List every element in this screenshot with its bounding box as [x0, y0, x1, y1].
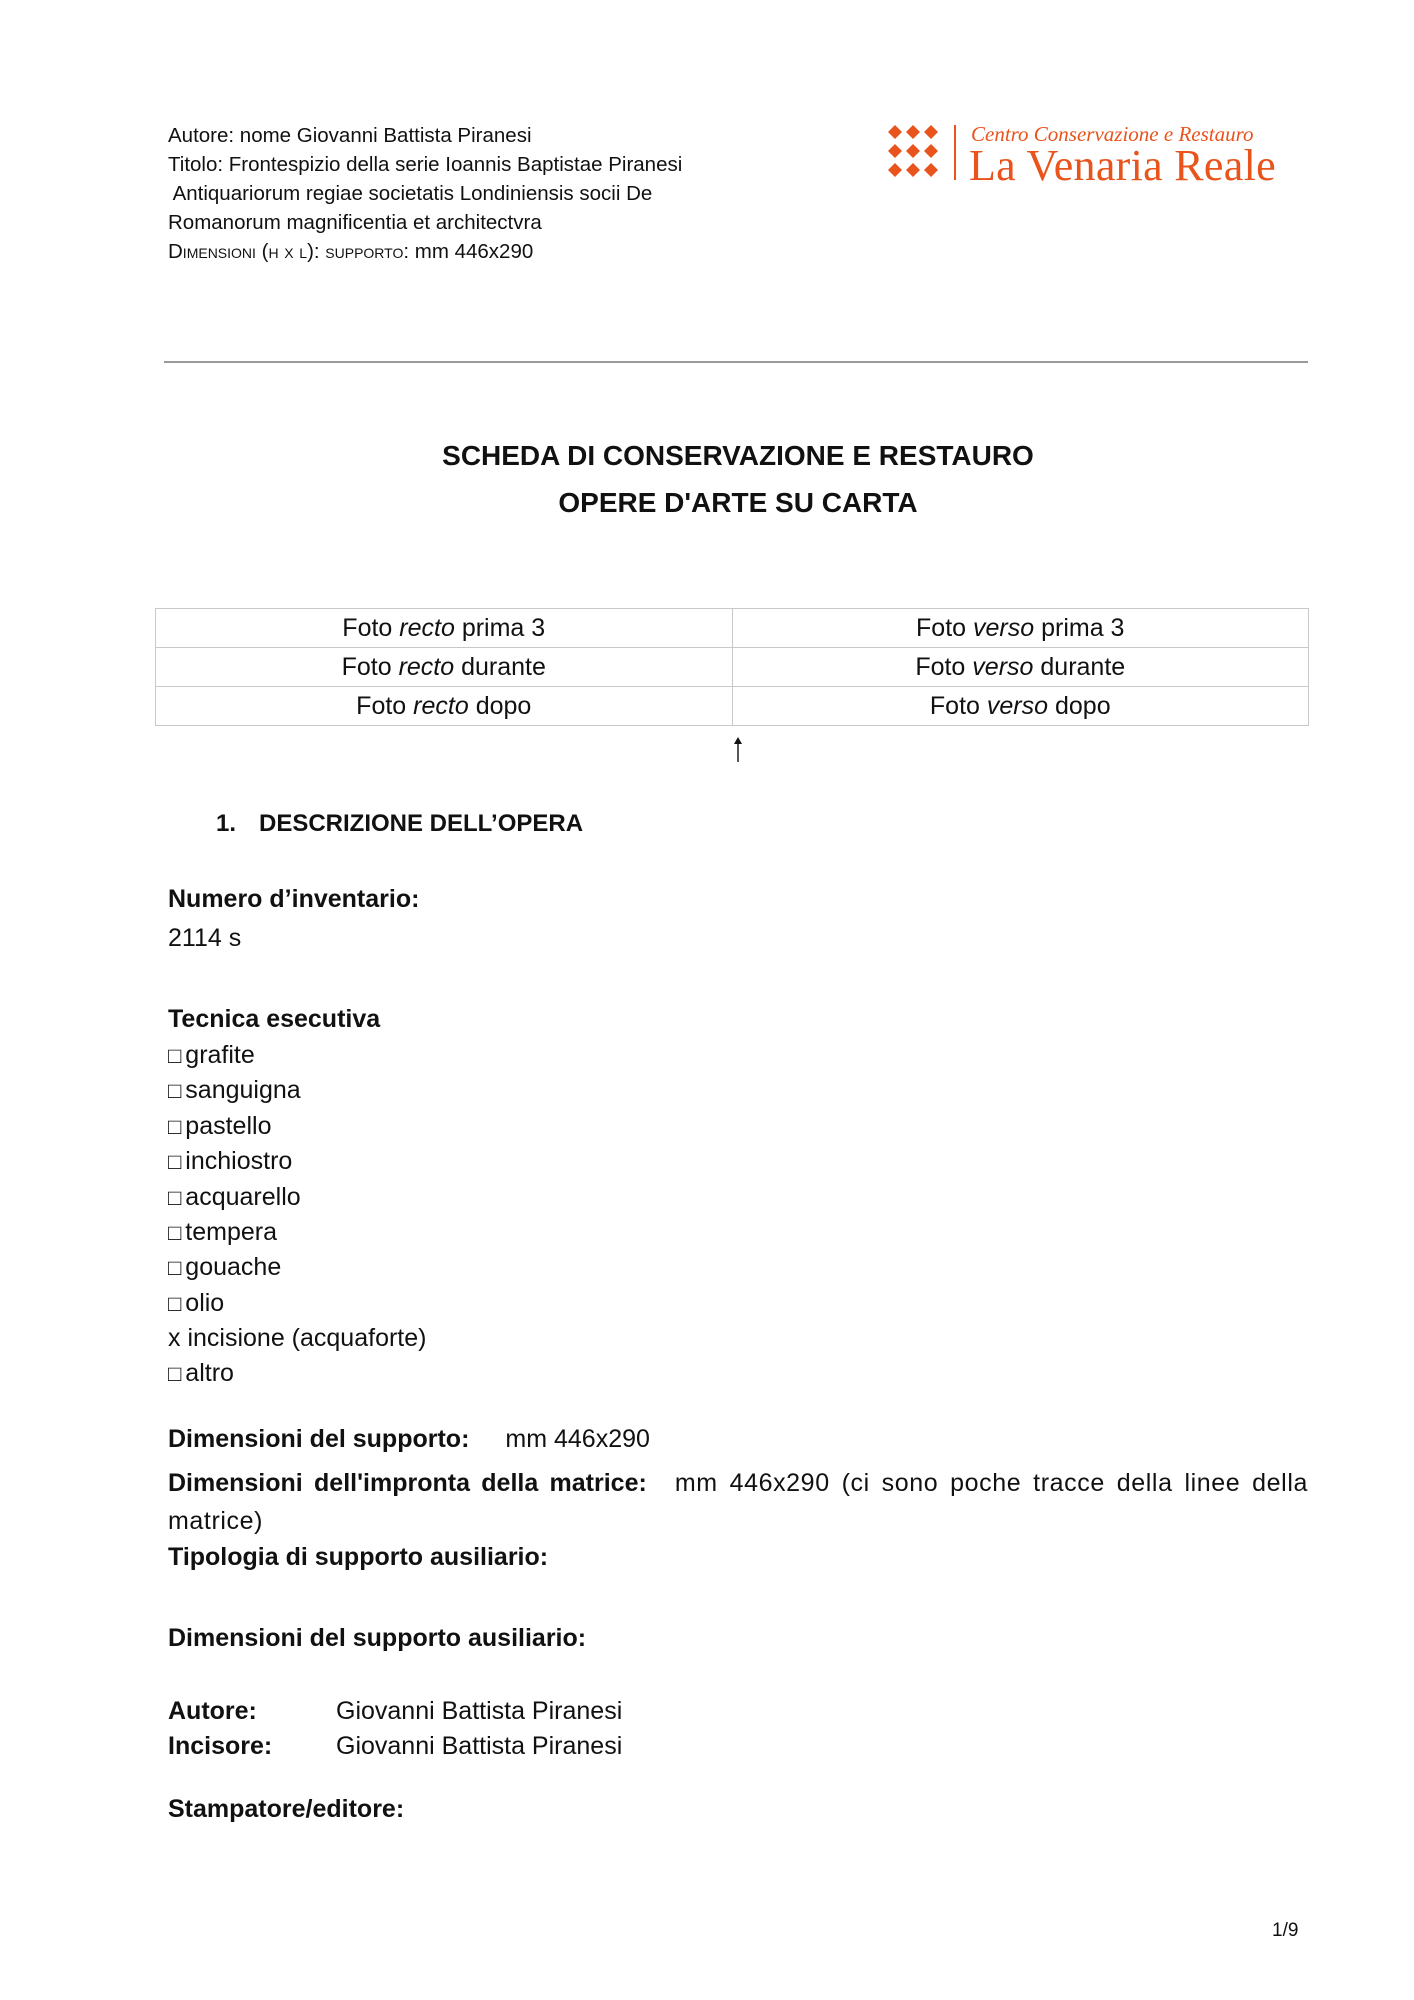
header-dimensioni-label: Dimensioni (h x l): supporto: [168, 240, 410, 263]
tecnica-item-altro: □ altro [168, 1358, 234, 1387]
logo-divider [954, 125, 956, 180]
incisore-label: Incisore: [168, 1732, 273, 1760]
tecnica-item-incisione: x incisione (acquaforte) [168, 1324, 427, 1353]
page-title-line-2: OPERE D'ARTE SU CARTA [558, 487, 918, 518]
tecnica-item-gouache: □ gouache [168, 1253, 282, 1282]
header-titolo-line-3: Romanorum magnificentia et architectvra [168, 211, 542, 234]
header-dimensioni-value: mm 446x290 [409, 240, 534, 263]
table-row [156, 687, 1309, 726]
logo-title: La Venaria Reale [969, 141, 1276, 190]
table-cell: Foto verso durante [732, 648, 1309, 687]
checkbox-icon: □ [168, 1184, 182, 1210]
text-cursor-arrow-icon [732, 737, 744, 763]
table-row [156, 609, 1309, 648]
header-divider [164, 361, 1308, 363]
tipologia-supporto-label: Tipologia di supporto ausiliario: [168, 1543, 549, 1571]
logo-diamonds-icon [885, 123, 941, 179]
autore-value: Giovanni Battista Piranesi [336, 1697, 623, 1725]
page-number: 1/9 [1272, 1920, 1299, 1941]
header-metadata [168, 121, 758, 266]
inventario-value: 2114 s [168, 924, 242, 952]
dimensioni-ausiliario-label: Dimensioni del supporto ausiliario: [168, 1624, 587, 1652]
table-cell: Foto recto dopo [156, 687, 733, 726]
tecnica-item-tempera: □ tempera [168, 1218, 278, 1247]
tecnica-item-sanguigna: □ sanguigna [168, 1076, 301, 1105]
checked-mark: x [168, 1324, 181, 1353]
header-titolo-line-2: Antiquariorum regiae societatis Londiniensis socii De [168, 182, 653, 205]
header-autore: Autore: nome Giovanni Battista Piranesi [168, 124, 532, 147]
header-dimensioni [168, 237, 758, 266]
inventario-label: Numero d’inventario: [168, 885, 420, 913]
section-heading [216, 810, 583, 838]
dimensioni-impronta [168, 1464, 1308, 1540]
table-row [156, 648, 1309, 687]
dimensioni-supporto [168, 1425, 650, 1454]
checkbox-icon: □ [168, 1043, 182, 1068]
table-cell: Foto recto durante [156, 648, 733, 687]
autore-row [168, 1697, 623, 1726]
table-cell: Foto verso dopo [732, 687, 1309, 726]
dimensioni-supporto-value: mm 446x290 [505, 1425, 650, 1453]
tecnica-list [168, 1038, 426, 1391]
tecnica-item-olio: □ olio [168, 1288, 225, 1317]
dimensioni-impronta-label: Dimensioni dell'impronta della matrice: [168, 1469, 647, 1497]
tecnica-item-acquarello: □ acquarello [168, 1182, 301, 1211]
section-number: 1. [216, 810, 237, 837]
logo-subtitle: Centro Conservazione e Restauro [971, 122, 1254, 146]
tecnica-label: Tecnica esecutiva [168, 1005, 381, 1033]
tecnica-item-pastello: □ pastello [168, 1111, 272, 1140]
checkbox-icon: □ [168, 1078, 182, 1104]
section-title: DESCRIZIONE DELL’OPERA [259, 810, 584, 837]
checkbox-icon: □ [168, 1360, 182, 1386]
dimensioni-impronta-value: mm 446x290 (ci sono poche tracce della linee della matrice) [168, 1469, 1308, 1535]
incisore-value: Giovanni Battista Piranesi [336, 1732, 623, 1760]
table-cell: Foto recto prima 3 [156, 609, 733, 648]
autore-label: Autore: [168, 1697, 257, 1725]
tecnica-item-inchiostro: □ inchiostro [168, 1147, 293, 1176]
header-titolo-line-1: Titolo: Frontespizio della serie Ioannis Baptistae Piranesi [168, 153, 683, 176]
checkbox-icon: □ [168, 1220, 182, 1246]
stampatore-label: Stampatore/editore: [168, 1795, 405, 1823]
photo-table [155, 608, 1309, 726]
venaria-logo [885, 122, 1315, 188]
page-title-line-1: SCHEDA DI CONSERVAZIONE E RESTAURO [442, 440, 1034, 471]
checkbox-icon: □ [168, 1113, 182, 1139]
checkbox-icon: □ [168, 1255, 182, 1281]
checkbox-icon: □ [168, 1149, 182, 1175]
dimensioni-supporto-label: Dimensioni del supporto: [168, 1425, 470, 1453]
checkbox-icon: □ [168, 1290, 182, 1316]
table-cell: Foto verso prima 3 [732, 609, 1309, 648]
incisore-row [168, 1732, 623, 1761]
tecnica-item-grafite: □ grafite [168, 1041, 255, 1069]
